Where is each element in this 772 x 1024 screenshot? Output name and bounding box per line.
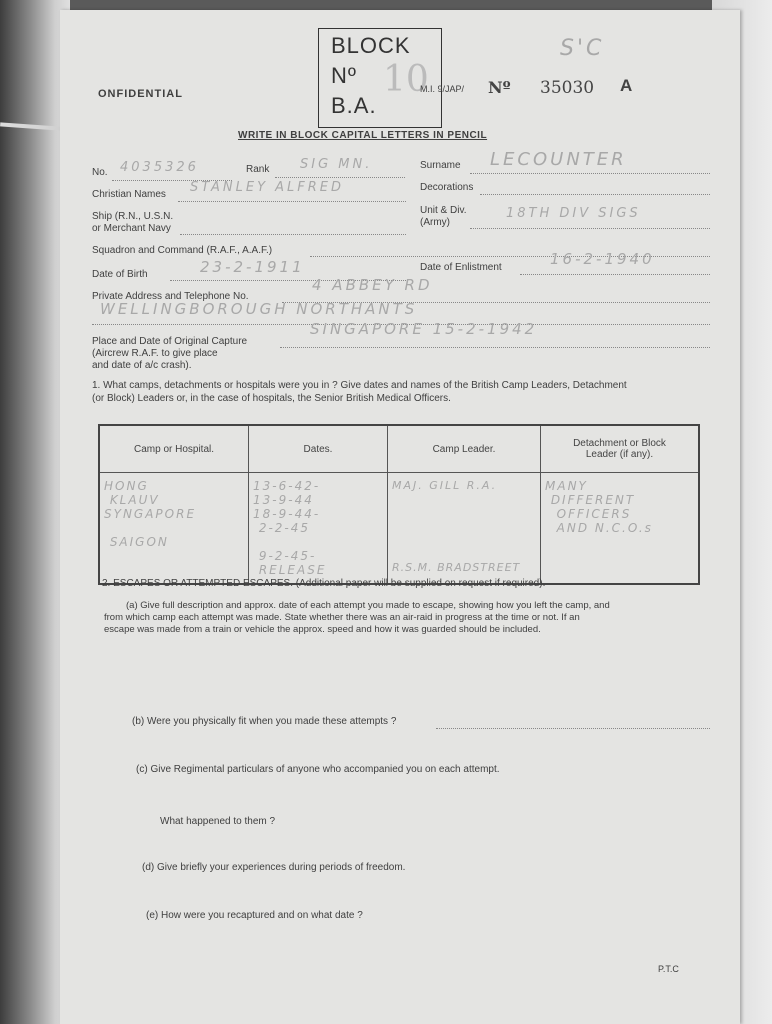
surname-value: LECOUNTER — [490, 149, 627, 170]
unit-line — [470, 228, 710, 229]
block-no: Nº — [331, 63, 357, 88]
header-detachment: Detachment or Block Leader (if any). — [541, 425, 700, 473]
leader-bottom: R.S.M. BRADSTREET — [392, 561, 521, 574]
block-ba: B.A. — [331, 93, 377, 118]
ship-line — [180, 234, 406, 235]
serial-no-label: Nº — [488, 78, 511, 97]
capture-value: SINGAPORE 15-2-1942 — [310, 320, 538, 338]
ship-label: Ship (R.N., U.S.N. — [92, 211, 174, 222]
capture-label-2: (Aircrew R.A.F. to give place — [92, 348, 218, 359]
section-2a-line-3: escape was made from a train or vehicle the approx. speed and how it was guarded should be included. — [104, 624, 541, 635]
pto-note: P.T.C — [658, 964, 679, 974]
address-label: Private Address and Telephone No. — [92, 291, 249, 302]
section-2e: (e) How were you recaptured and on what date ? — [146, 910, 363, 921]
leader-top: MAJ. GILL R.A. — [392, 479, 498, 492]
rank-value: SIG MN. — [300, 157, 373, 172]
section-2a-line-1: (a) Give full description and approx. date of each attempt you made to escape, showing how you left the camp, and — [126, 600, 610, 611]
christian-names-line — [178, 201, 406, 202]
surname-label: Surname — [420, 160, 461, 171]
address-value-2: WELLINGBOROUGH NORTHANTS — [100, 300, 418, 318]
squadron-label: Squadron and Command (R.A.F., A.A.F.) — [92, 245, 273, 256]
christian-names-label: Christian Names — [92, 189, 166, 200]
enlistment-value: 16-2-1940 — [550, 250, 655, 268]
capture-label-3: and date of a/c crash). — [92, 360, 192, 371]
questionnaire-page — [60, 10, 740, 1024]
section-2a-line-2: from which camp each attempt was made. State whether there was an air-raid in progress at the time or not. If an — [104, 612, 580, 623]
enlistment-label: Date of Enlistment — [420, 262, 502, 273]
address-value-1: 4 ABBEY RD — [312, 276, 433, 294]
header-camp: Camp or Hospital. — [99, 425, 249, 473]
section-2c-followup: What happened to them ? — [160, 816, 276, 827]
camps-table — [98, 424, 700, 585]
section-2b: (b) Were you physically fit when you made these attempts ? — [132, 716, 397, 727]
decorations-label: Decorations — [420, 182, 474, 193]
camp-values: HONG KLAUV SYNGAPORE SAIGON — [104, 479, 197, 549]
capture-label: Place and Date of Original Capture — [92, 336, 248, 347]
no-label: No. — [92, 167, 108, 178]
header-camp-leader: Camp Leader. — [388, 425, 541, 473]
section-2d: (d) Give briefly your experiences during periods of freedom. — [142, 862, 406, 873]
dob-label: Date of Birth — [92, 269, 148, 280]
dates-cell — [249, 473, 388, 585]
rank-label: Rank — [246, 164, 270, 175]
table-row — [99, 473, 699, 585]
section-2c: (c) Give Regimental particulars of anyone who accompanied you on each attempt. — [136, 764, 500, 775]
decorations-line — [480, 194, 710, 195]
enlistment-line — [520, 274, 710, 275]
serial-number: 35030 — [540, 78, 595, 98]
rank-line — [275, 177, 405, 178]
block-stamp — [318, 28, 442, 128]
dob-value: 23-2-1911 — [200, 258, 305, 276]
ship-label-2: or Merchant Navy — [92, 223, 171, 234]
capture-line — [280, 347, 710, 348]
camp-cell — [99, 473, 249, 585]
no-value: 4035326 — [120, 160, 199, 175]
serial-suffix: A — [620, 76, 633, 95]
surname-line — [470, 173, 710, 174]
leader-cell — [388, 473, 541, 585]
detachment-cell — [541, 473, 700, 585]
detachment-values: MANY DIFFERENT OFFICERS AND N.C.O.s — [545, 479, 653, 535]
block-word: BLOCK — [331, 33, 411, 58]
section-2b-line — [436, 728, 710, 729]
unit-label-2: (Army) — [420, 217, 450, 228]
dates-values: 13-6-42- 13-9-44 18-9-44- 2-2-45 9-2-45- RELEASE — [253, 479, 327, 577]
instruction-heading: WRITE IN BLOCK CAPITAL LETTERS IN PENCIL — [238, 130, 488, 141]
unit-value: 18TH DIV SIGS — [506, 206, 641, 221]
mi-reference: M.I. 9/JAP/ — [420, 84, 465, 94]
pencil-annotation: S'C — [560, 36, 605, 61]
header-dates: Dates. — [249, 425, 388, 473]
section-1-question: 1. What camps, detachments or hospitals were you in ? Give dates and names of the British Camp Leaders, Detachment — [92, 380, 627, 391]
christian-names-value: STANLEY ALFRED — [190, 180, 345, 195]
unit-label: Unit & Div. — [420, 205, 467, 216]
section-1-question-2: (or Block) Leaders or, in the case of hospitals, the Senior British Medical Officers. — [92, 393, 451, 404]
section-2-heading: 2. ESCAPES OR ATTEMPTED ESCAPES. (Additional paper will be supplied on request if required). — [102, 578, 546, 589]
confidential-stamp: ONFIDENTIAL — [98, 88, 183, 100]
block-number: 10 — [383, 59, 429, 100]
